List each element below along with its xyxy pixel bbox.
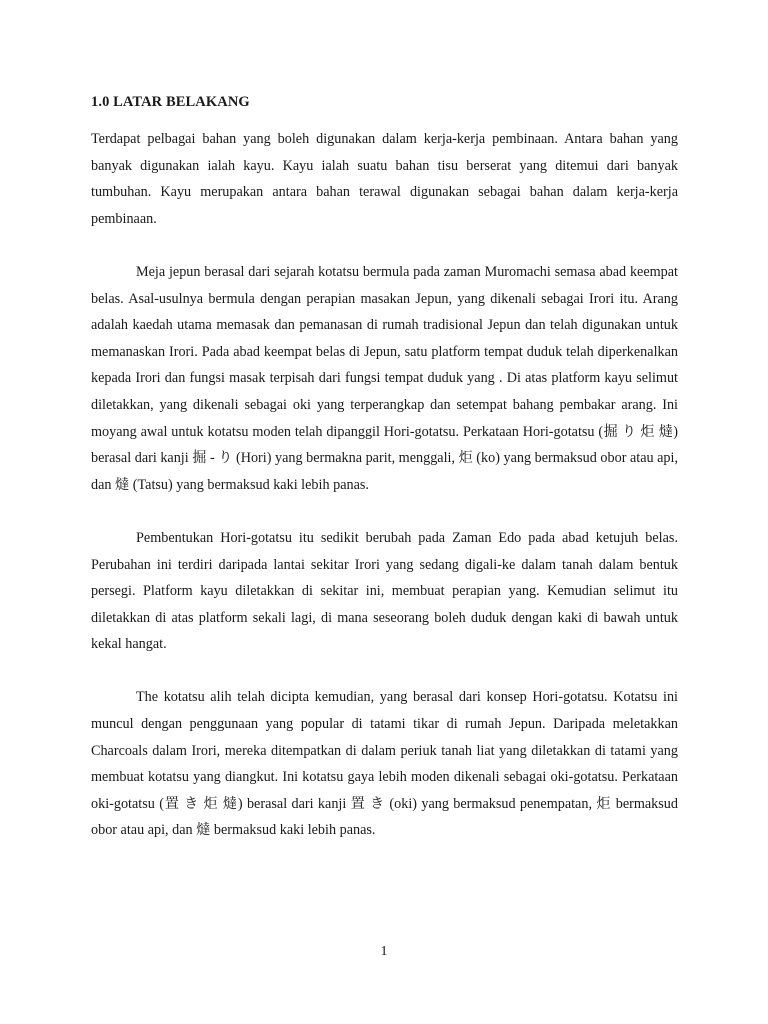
- section-heading: 1.0 LATAR BELAKANG: [91, 94, 250, 110]
- paragraph-history: Meja jepun berasal dari sejarah kotatsu bermula pada zaman Muromachi semasa abad keempat belas. Asal-usulnya bermula dengan perapian masakan Jepun, yang dikenali sebagai Irori itu. Arang adalah kaedah utama memasak dan pemanasan di rumah tradisional Jepun dan telah digunakan untuk memanaskan Irori. Pada abad keempat belas di Jepun, satu platform tempat duduk telah diperkenalkan kepada Irori dan fungsi masak terpisah dari fungsi tempat duduk yang . Di atas platform kayu selimut diletakkan, yang dikenali sebagai oki yang terperangkap dan setempat bahang pembakar arang. Ini moyang awal untuk kotatsu moden telah dipanggil Hori-gotatsu. Perkataan Hori-gotatsu (掘 り 炬 燵) berasal dari kanji 掘 - り (Hori) yang bermakna parit, menggali, 炬 (ko) yang bermaksud obor atau api, dan 燵 (Tatsu) yang bermaksud kaki lebih panas.: [91, 263, 679, 493]
- paragraph-intro: Terdapat pelbagai bahan yang boleh digunakan dalam kerja-kerja pembinaan. Antara bahan yang banyak digunakan ialah kayu. Kayu ialah suatu bahan tisu berserat yang ditemui dari banyak tumbuhan. Kayu merupakan antara bahan terawal digunakan sebagai bahan dalam kerja-kerja pembinaan.: [91, 131, 678, 227]
- document-page: [91, 92, 678, 871]
- paragraph-portable-kotatsu: The kotatsu alih telah dicipta kemudian, yang berasal dari konsep Hori-gotatsu. Kotatsu ini muncul dengan penggunaan yang popular di tatami tikar di rumah Jepun. Daripada meletakkan Charcoals dalam Irori, mereka ditempatkan di dalam periuk tanah liat yang diletakkan di tatami yang membuat kotatsu yang diangkut. Ini kotatsu gaya lebih moden dikenali sebagai oki-gotatsu. Perkataan oki-gotatsu (置 き 炬 燵) berasal dari kanji 置 き (oki) yang bermaksud penempatan, 炬 bermaksud obor atau api, dan 燵 bermaksud kaki lebih panas.: [91, 689, 678, 839]
- paragraph-edo-period: Pembentukan Hori-gotatsu itu sedikit berubah pada Zaman Edo pada abad ketujuh belas. Perubahan ini terdiri daripada lantai sekitar Irori yang sedang digali-ke dalam tanah dalam bentuk persegi. Platform kayu diletakkan di sekitar ini, membuat perapian yang. Kemudian selimut itu diletakkan di atas platform sekali lagi, di mana seseorang boleh duduk dengan kaki di bawah untuk kekal hangat.: [91, 529, 678, 653]
- page-number: 1: [380, 944, 388, 959]
